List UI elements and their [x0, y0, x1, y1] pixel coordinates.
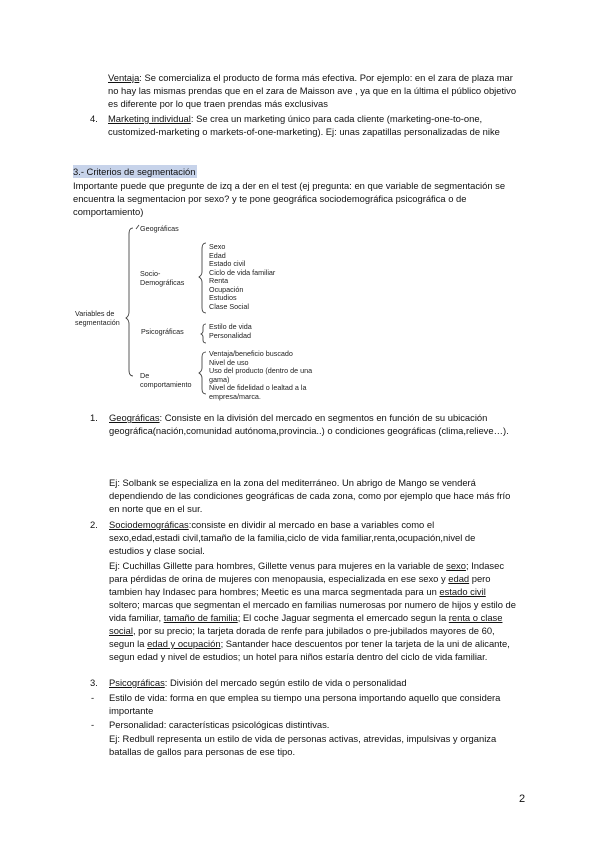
socio-item: Edad [209, 250, 226, 260]
comportamiento-item: Ventaja/beneficio buscado [209, 349, 293, 358]
comportamiento-brace [199, 352, 206, 394]
branch-geograficas: Geográficas [140, 224, 179, 233]
underlined-tamano-familia: tamaño de familia [163, 612, 238, 623]
item3-text: : División del mercado según estilo de vida o personalidad [164, 677, 407, 688]
item2-example-part: ; Indasec para pérdidas de orina de mujeres con menopausia, especializada en ese sexo y [109, 560, 505, 584]
ventaja-text: : Se comercializa el producto de forma más efectiva. Por ejemplo: en el zara de plaza mar no hay las mismas prendas que en el zara de Maisson ave , ya que en la última el público objetivo es diferente por lo que traen prendas más exclusivas [108, 72, 517, 109]
item3-sub2-example: Ej: Redbull representa un estilo de vida de personas activas, atrevidas, impulsivas y organiza batallas de gallos para personas de ese tipo. [109, 733, 497, 757]
item2-paragraph [109, 518, 504, 557]
item3-sub2: Personalidad: características psicológicas distintivas. [109, 719, 330, 730]
item2-number: 2. [90, 519, 98, 530]
item1-label: Geográficas [109, 412, 160, 423]
item2-example [109, 559, 519, 663]
psico-item: Estilo de vida [209, 322, 252, 331]
bullet-dash: - [91, 692, 95, 703]
psico-item: Personalidad [209, 331, 251, 340]
comportamiento-item: Nivel de uso [209, 357, 249, 367]
item4-number: 4. [90, 113, 98, 124]
item2-text: :consiste en dividir al mercado en base a variables como el sexo,edad,estadi civil,tamaño de la familia,ciclo de vida familiar,renta,ocupación,nivel de estudios y clase social. [109, 519, 476, 556]
comportamiento-item: Uso del producto (dentro de una gama) [209, 366, 313, 384]
item1-example: Ej: Solbank se especializa en la zona del mediterráneo. Un abrigo de Mango se venderá dependiendo de las condiciones geográficas de cada zona, como por ejemplo que hace más frío en norte que en el sur. [109, 477, 511, 514]
section-heading: 3.- Criterios de segmentación [73, 166, 196, 177]
item1-text: : Consiste en la división del mercado en segmentos en función de su ubicación geográfica(nación,comunidad autónoma,provincia..) o condiciones geográficas (clima,relieve…). [109, 412, 509, 436]
item2-example-part: Ej: Cuchillas Gillette para hombres, Gillette venus para mujeres en la variable de [109, 560, 447, 571]
socio-item: Sexo [209, 242, 226, 251]
item1-paragraph [109, 411, 514, 437]
item2-example-part: ; Santander hace descuentos por tener la tarjeta de la uni de alicante, segun edad y nivel de estudios; un hotel para niños estaría dentro del ciclo de vida familiar. [109, 638, 510, 662]
underlined-estado-civil: estado civil [439, 586, 486, 597]
item2-example-part: pero tambien hay Indasec para hombres; Meetic es una marca segmentada para un [109, 573, 491, 597]
branch-comportamiento: De comportamiento [140, 371, 192, 389]
socio-item: Estudios [209, 293, 237, 302]
socio-item: Clase Social [209, 301, 249, 311]
socio-item: Ocupación [209, 284, 244, 294]
item4-text: : Se crea un marketing único para cada cliente (marketing-one-to-one, customized-marketing o markets-of-one-marketing). Ej: unas zapatillas personalizadas de nike [108, 113, 500, 137]
item3-paragraph [109, 676, 514, 689]
ventaja-label: Ventaja [108, 72, 140, 83]
item2-example-part: , por su precio; la tarjeta dorada de renfe para jubilados o pre-jubilados mayores de 60, segun la [109, 625, 495, 649]
underlined-renta: renta o clase social [109, 612, 503, 636]
socio-brace [199, 243, 206, 313]
item3-sub1: Estilo de vida: forma en que emplea su tiempo una persona importando aquello que considera importante [109, 692, 501, 716]
geo-tick [136, 225, 139, 229]
section-intro: Importante puede que pregunte de izq a der en el test (ej pregunta: en que variable de segmentación se encuentra la segmentacion por sexo? y te pone geográfica sociodemográfica psicográfica o de comportamiento) [73, 180, 506, 217]
underlined-edad: edad [448, 573, 470, 584]
socio-item: Estado civil [209, 259, 246, 268]
diagram-root: Variables de segmentación [75, 309, 120, 327]
bullet-dash: - [91, 719, 95, 730]
item3-number: 3. [90, 677, 98, 688]
underlined-sexo: sexo [446, 560, 466, 571]
item2-example-part: soltero; marcas que segmentan el mercado en familias numerosas por numero de hijos y estilo de vida familiar, [109, 599, 516, 623]
item4-label: Marketing individual [108, 113, 191, 124]
underlined-edad-ocupacion: edad y ocupación [147, 638, 221, 649]
item1-number: 1. [90, 412, 98, 423]
page-number: 2 [519, 793, 526, 805]
socio-item: Ciclo de vida familiar [209, 267, 276, 277]
branch-psicograficas: Psicográficas [141, 327, 184, 336]
main-brace [126, 228, 133, 376]
item2-example-part: ; El coche Jaguar segmenta el emercado segun la [237, 612, 449, 623]
psico-brace [201, 324, 206, 343]
socio-item: Renta [209, 276, 229, 285]
comportamiento-item: Nivel de fidelidad o lealtad a la empresa/marca. [209, 383, 307, 401]
item2-label: Sociodemográficas [109, 519, 189, 530]
item3-label: Psicográficas [109, 677, 165, 688]
branch-sociodemograficas: Socio-Demográficas [140, 269, 185, 287]
diagram-braces [0, 0, 600, 400]
